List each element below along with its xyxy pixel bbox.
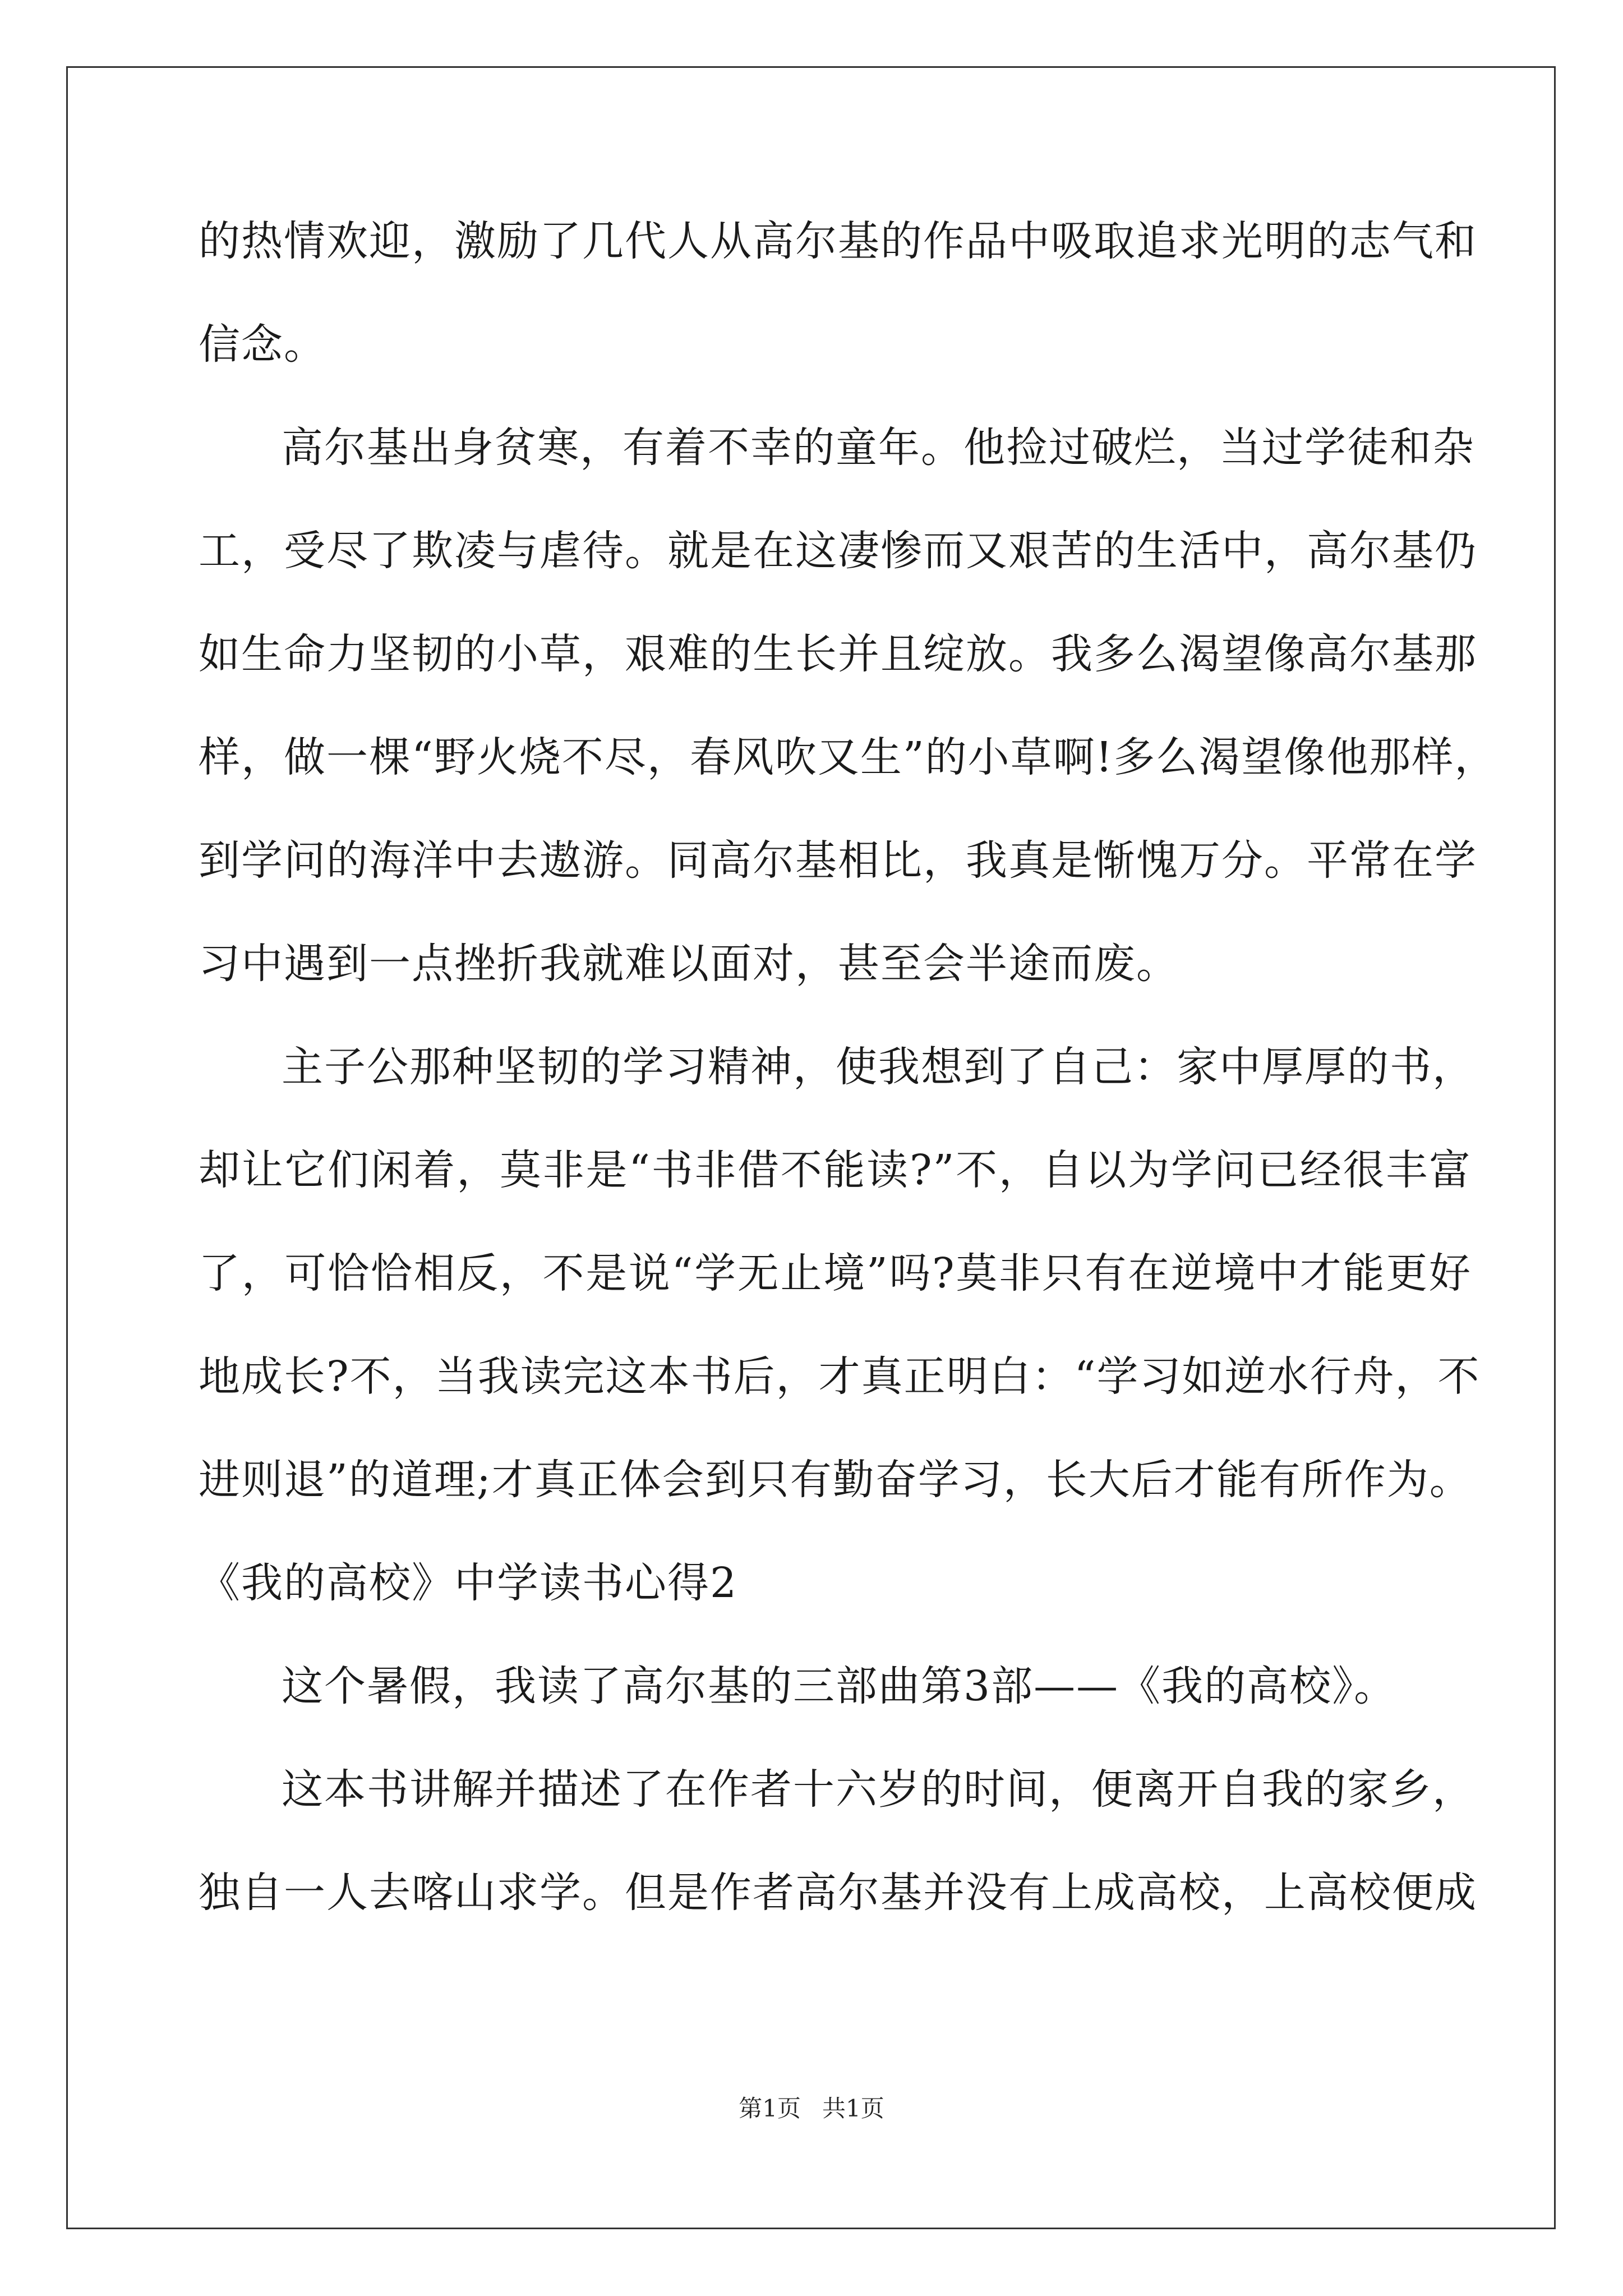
section-heading: 《我的高校》中学读书心得2 [199,1559,738,1607]
paragraph-start-line: 这个暑假，我读了高尔基的三部曲第3部——《我的高校》。 [282,1662,1397,1710]
text-line: 却让它们闲着，莫非是“书非借不能读?”不，自以为学问已经很丰富 [199,1146,1472,1194]
text-line: 进则退”的道理;才真正体会到只有勤奋学习，长大后才能有所作为。 [199,1456,1472,1504]
text-line: 信念。 [199,320,326,369]
text-line: 如生命力坚韧的小草，艰难的生长并且绽放。我多么渴望像高尔基那 [199,630,1477,678]
paragraph-start-line: 这本书讲解并描述了在作者十六岁的时间，便离开自我的家乡， [282,1765,1475,1814]
text-line: 到学问的海洋中去遨游。同高尔基相比，我真是惭愧万分。平常在学 [199,836,1477,885]
text-line: 地成长?不，当我读完这本书后，才真正明白：“学习如逆水行舟，不 [199,1352,1481,1401]
paragraph-start-line: 高尔基出身贫寒，有着不幸的童年。他捡过破烂，当过学徒和杂 [282,424,1475,472]
page-total: 共1页 [822,2095,884,2122]
text-line: 样，做一棵“野火烧不尽，春风吹又生”的小草啊!多么渴望像他那样， [199,733,1497,781]
paragraph-start-line: 主子公那种坚韧的学习精神，使我想到了自己：家中厚厚的书， [282,1043,1475,1091]
document-body [199,213,1497,1968]
page-number: 第1页 [739,2095,801,2122]
text-line: 习中遇到一点挫折我就难以面对，甚至会半途而废。 [199,940,1179,988]
text-line: 的热情欢迎，激励了几代人从高尔基的作品中吸取追求光明的志气和 [199,217,1477,265]
text-line: 独自一人去喀山求学。但是作者高尔基并没有上成高校，上高校便成 [199,1869,1477,1917]
text-line: 工，受尽了欺凌与虐待。就是在这凄惨而又艰苦的生活中，高尔基仍 [199,527,1477,575]
text-line: 了，可恰恰相反，不是说“学无止境”吗?莫非只有在逆境中才能更好 [199,1249,1472,1297]
page-footer [0,2095,1623,2123]
